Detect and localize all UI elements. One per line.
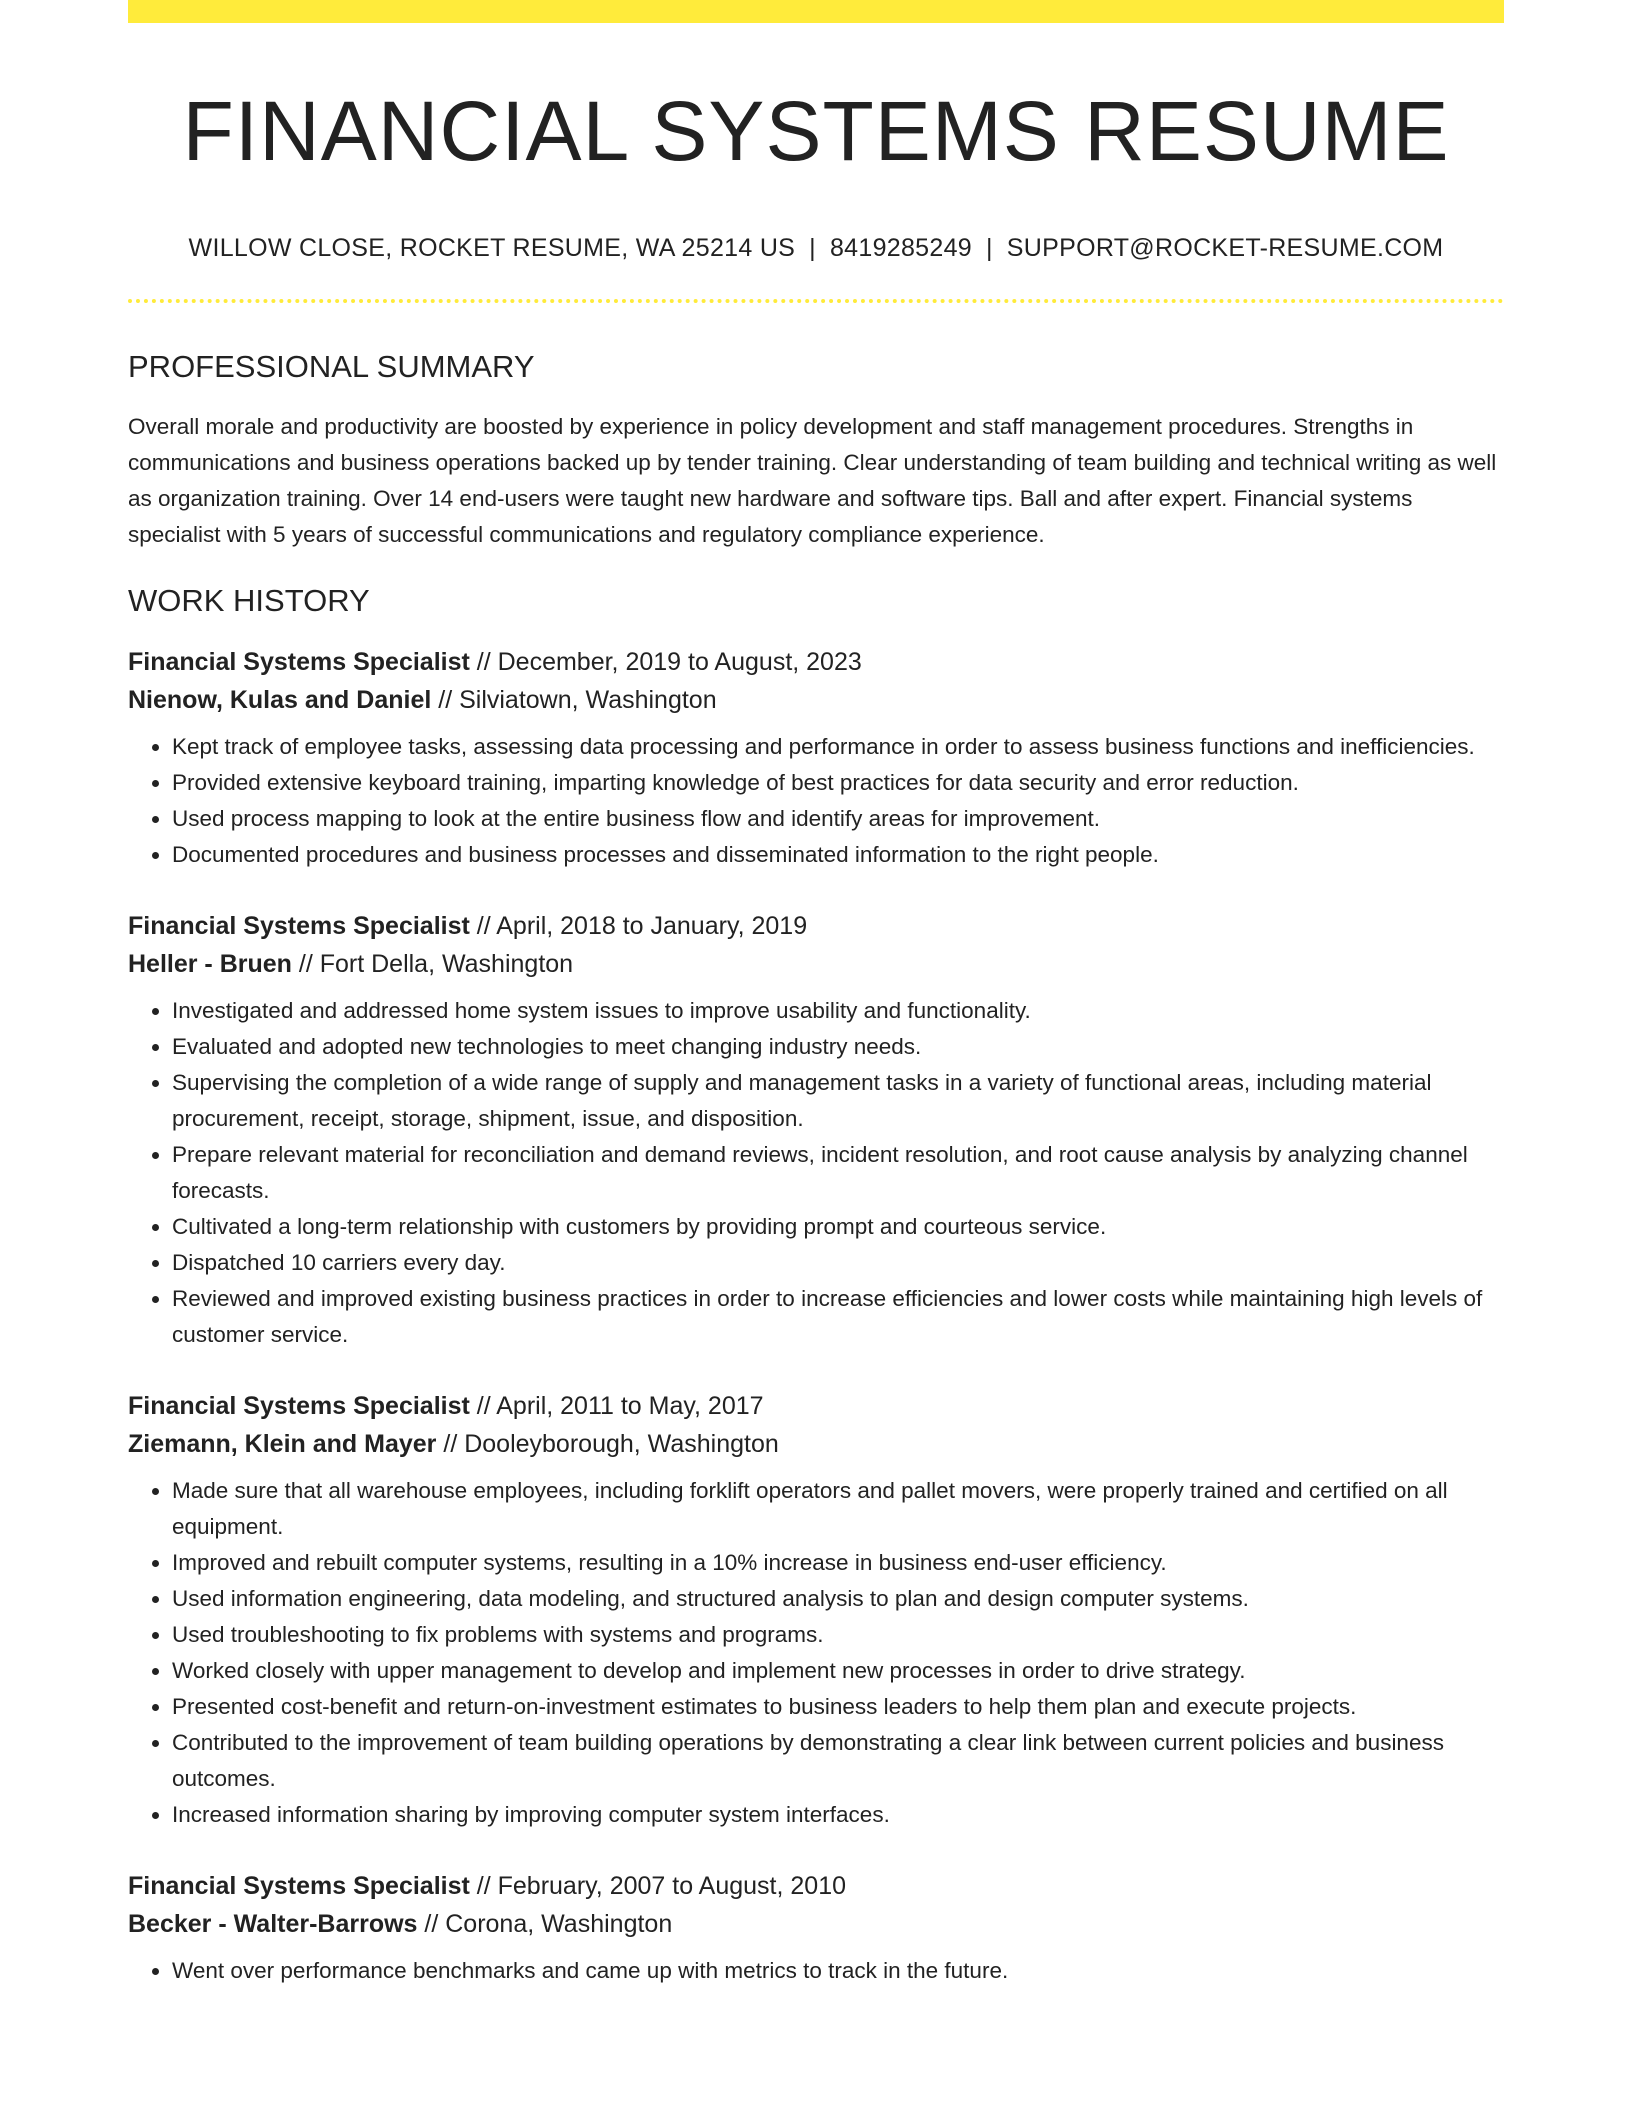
job-bullet: • Documented procedures and business processes and disseminated information to the right people.	[172, 837, 1504, 873]
job-bullet: • Provided extensive keyboard training, imparting knowledge of best practices for data security and error reduction.	[172, 765, 1504, 801]
dotted-divider	[128, 299, 1504, 303]
job-bullet: • Evaluated and adopted new technologies to meet changing industry needs.	[172, 1029, 1504, 1065]
job-company: Heller - Bruen	[128, 950, 292, 978]
job-bullet: • Reviewed and improved existing business practices in order to increase efficiencies and lower costs while maintaining high levels of customer service.	[172, 1281, 1504, 1353]
job-bullet: • Made sure that all warehouse employees, including forklift operators and pallet movers, were properly trained and certified on all equipment.	[172, 1473, 1504, 1545]
job-bullets	[128, 729, 1504, 873]
job-dates: // December, 2019 to August, 2023	[476, 648, 862, 676]
page-title: FINANCIAL SYSTEMS RESUME	[182, 84, 1450, 178]
job-title-line	[128, 1867, 1504, 1905]
job-entry	[128, 1867, 1504, 1989]
job-dates: // April, 2018 to January, 2019	[476, 912, 808, 940]
job-entry	[128, 907, 1504, 1353]
contact-line	[128, 232, 1504, 264]
job-location: // Corona, Washington	[424, 1910, 673, 1938]
job-location: // Silviatown, Washington	[438, 686, 717, 714]
job-bullets	[128, 1953, 1504, 1989]
job-bullet: • Prepare relevant material for reconciliation and demand reviews, incident resolution, and root cause analysis by analyzing channel forecasts.	[172, 1137, 1504, 1209]
summary-text: Overall morale and productivity are boosted by experience in policy development and staff management procedures. Strengths in communications and business operations backed up by tender training. Clear understanding of team building and technical writing as well as organization training. Over 14 end-users were taught new hardware and software tips. Ball and after expert. Financial systems specialist with 5 years of successful communications and regulatory compliance experience.	[128, 414, 1497, 547]
job-bullet: • Cultivated a long-term relationship with customers by providing prompt and courteous service.	[172, 1209, 1504, 1245]
contact-address: WILLOW CLOSE, ROCKET RESUME, WA 25214 US	[188, 234, 796, 262]
job-dates: // February, 2007 to August, 2010	[476, 1872, 847, 1900]
job-entry	[128, 643, 1504, 873]
job-dates: // April, 2011 to May, 2017	[476, 1392, 764, 1420]
job-title-line	[128, 643, 1504, 681]
job-title: Financial Systems Specialist	[128, 1392, 470, 1420]
job-bullets	[128, 1473, 1504, 1833]
job-bullet: • Supervising the completion of a wide range of supply and management tasks in a variety of functional areas, including material procurement, receipt, storage, shipment, issue, and disposition.	[172, 1065, 1504, 1137]
job-location: // Fort Della, Washington	[298, 950, 574, 978]
job-bullet: • Used process mapping to look at the entire business flow and identify areas for improvement.	[172, 801, 1504, 837]
job-bullet: • Went over performance benchmarks and came up with metrics to track in the future.	[172, 1953, 1504, 1989]
job-bullet: • Dispatched 10 carriers every day.	[172, 1245, 1504, 1281]
job-title: Financial Systems Specialist	[128, 912, 470, 940]
job-title: Financial Systems Specialist	[128, 1872, 470, 1900]
job-company-line	[128, 1425, 1504, 1463]
resume-content	[128, 0, 1504, 1989]
job-title-line	[128, 907, 1504, 945]
job-bullets	[128, 993, 1504, 1353]
job-bullet: • Kept track of employee tasks, assessing data processing and performance in order to assess business functions and inefficiencies.	[172, 729, 1504, 765]
job-bullet: • Investigated and addressed home system issues to improve usability and functionality.	[172, 993, 1504, 1029]
contact-phone: 8419285249	[829, 234, 972, 262]
job-entry	[128, 1387, 1504, 1833]
job-bullet: • Increased information sharing by improving computer system interfaces.	[172, 1797, 1504, 1833]
job-company-line	[128, 681, 1504, 719]
job-bullet: • Used information engineering, data modeling, and structured analysis to plan and design computer systems.	[172, 1581, 1504, 1617]
job-title: Financial Systems Specialist	[128, 648, 470, 676]
job-company-line	[128, 1905, 1504, 1943]
contact-separator: |	[809, 234, 816, 262]
job-bullet: • Worked closely with upper management to develop and implement new processes in order to drive strategy.	[172, 1653, 1504, 1689]
summary-heading: PROFESSIONAL SUMMARY	[128, 349, 535, 384]
job-bullet: • Presented cost-benefit and return-on-investment estimates to business leaders to help them plan and execute projects.	[172, 1689, 1504, 1725]
work-history-heading: WORK HISTORY	[128, 583, 370, 618]
job-company: Nienow, Kulas and Daniel	[128, 686, 432, 714]
job-company: Becker - Walter-Barrows	[128, 1910, 418, 1938]
job-company-line	[128, 945, 1504, 983]
job-location: // Dooleyborough, Washington	[443, 1430, 779, 1458]
job-title-line	[128, 1387, 1504, 1425]
job-bullet: • Used troubleshooting to fix problems with systems and programs.	[172, 1617, 1504, 1653]
job-bullet: • Contributed to the improvement of team building operations by demonstrating a clear link between current policies and business outcomes.	[172, 1725, 1504, 1797]
contact-separator: |	[986, 234, 993, 262]
job-company: Ziemann, Klein and Mayer	[128, 1430, 437, 1458]
job-bullet: • Improved and rebuilt computer systems, resulting in a 10% increase in business end-user efficiency.	[172, 1545, 1504, 1581]
contact-email: SUPPORT@ROCKET-RESUME.COM	[1006, 234, 1444, 262]
